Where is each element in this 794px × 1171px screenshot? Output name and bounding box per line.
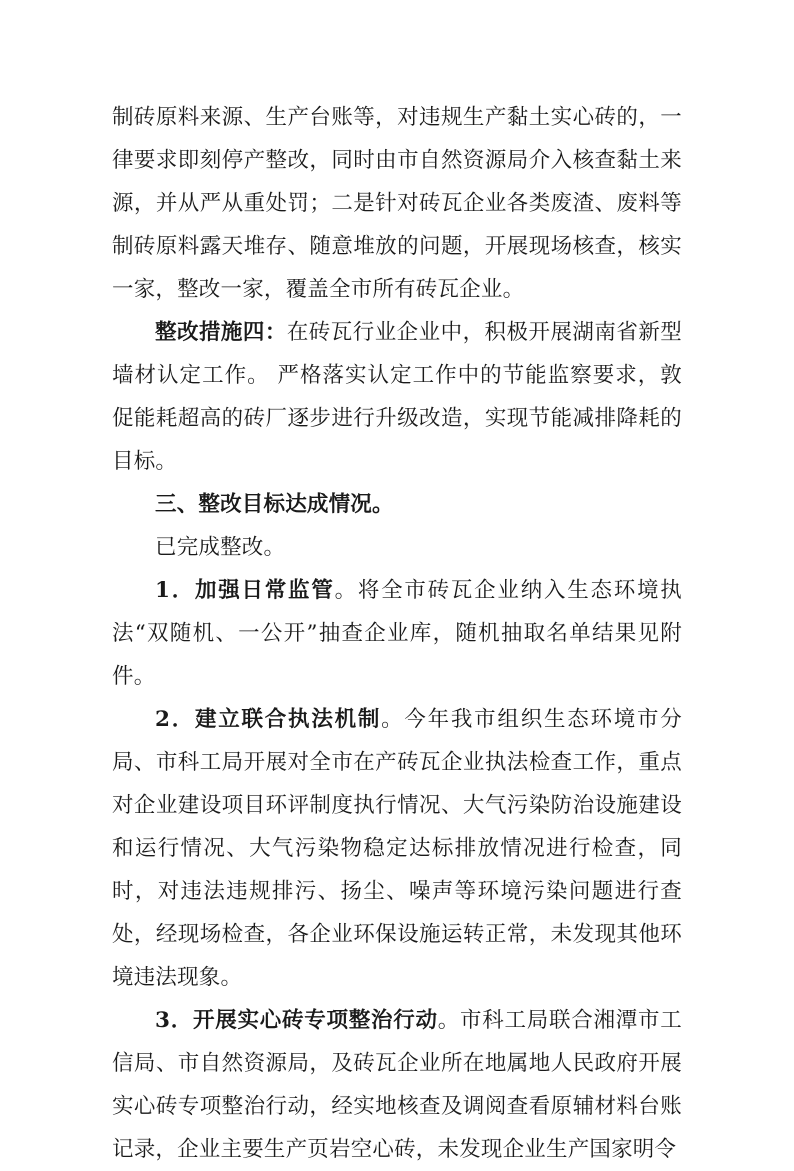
para-item-1-run-0: 1．加强日常监管 bbox=[155, 578, 335, 603]
para-continuation-run-0: 制砖原料来源、生产台账等，对违规生产黏土实心砖的，一律要求即刻停产整改，同时由市自然资源局介入核查黏土来源，并从严从重处罚；二是针对砖瓦企业各类废渣、废料等制砖原料露天堆存、随意堆放的问题，开展现场核查，核实一家，整改一家，覆盖全市所有砖瓦企业。 bbox=[112, 105, 682, 302]
para-measure-four-run-1: 在砖瓦行业企业中，积极开展湖南省新型墙材认定工作。 严格落实认定工作中的节能监察要求，敦促能耗超高的砖厂逐步进行升级改造，实现节能减排降耗的目标。 bbox=[112, 320, 683, 474]
para-item-2-run-1: 。今年我市组织生态环境市分局、市科工局开展对全市在产砖瓦企业执法检查工作，重点对企业建设项目环评制度执行情况、大气污染防治设施建设和运行情况、大气污染物稳定达标排放情况进行检查，同时，对违法违规排污、扬尘、噪声等环境污染问题进行查处，经现场检查，各企业环保设施运转正常，未发现其他环境违法现象。 bbox=[112, 707, 682, 990]
para-item-3 bbox=[112, 999, 682, 1171]
para-item-1-run-1: 。将全市砖瓦企业纳入生态环境执法“双随机、一公开”抽查企业库，随机抽取名单结果见附件。 bbox=[112, 578, 682, 689]
para-item-3-run-0: 3．开展实心砖专项整治行动 bbox=[155, 1008, 438, 1033]
para-continuation bbox=[112, 96, 682, 311]
para-item-2 bbox=[112, 698, 682, 999]
heading-section-three bbox=[112, 483, 682, 526]
para-completed bbox=[112, 526, 682, 569]
para-measure-four-run-0: 整改措施四： bbox=[155, 320, 287, 345]
para-item-1 bbox=[112, 569, 682, 698]
para-measure-four bbox=[112, 311, 682, 483]
para-item-2-run-0: 2．建立联合执法机制 bbox=[155, 707, 382, 732]
para-completed-run-0: 已完成整改。 bbox=[155, 535, 286, 560]
document-body bbox=[112, 96, 682, 1171]
para-item-3-run-1: 。市科工局联合湘潭市工信局、市自然资源局，及砖瓦企业所在地属地人民政府开展实心砖专项整治行动，经实地核查及调阅查看原辅材料台账记录，企业主要生产页岩空心砖，未发现企业生产国家明令 bbox=[112, 1008, 683, 1162]
heading-section-three-run-0: 三、整改目标达成情况。 bbox=[155, 492, 394, 517]
